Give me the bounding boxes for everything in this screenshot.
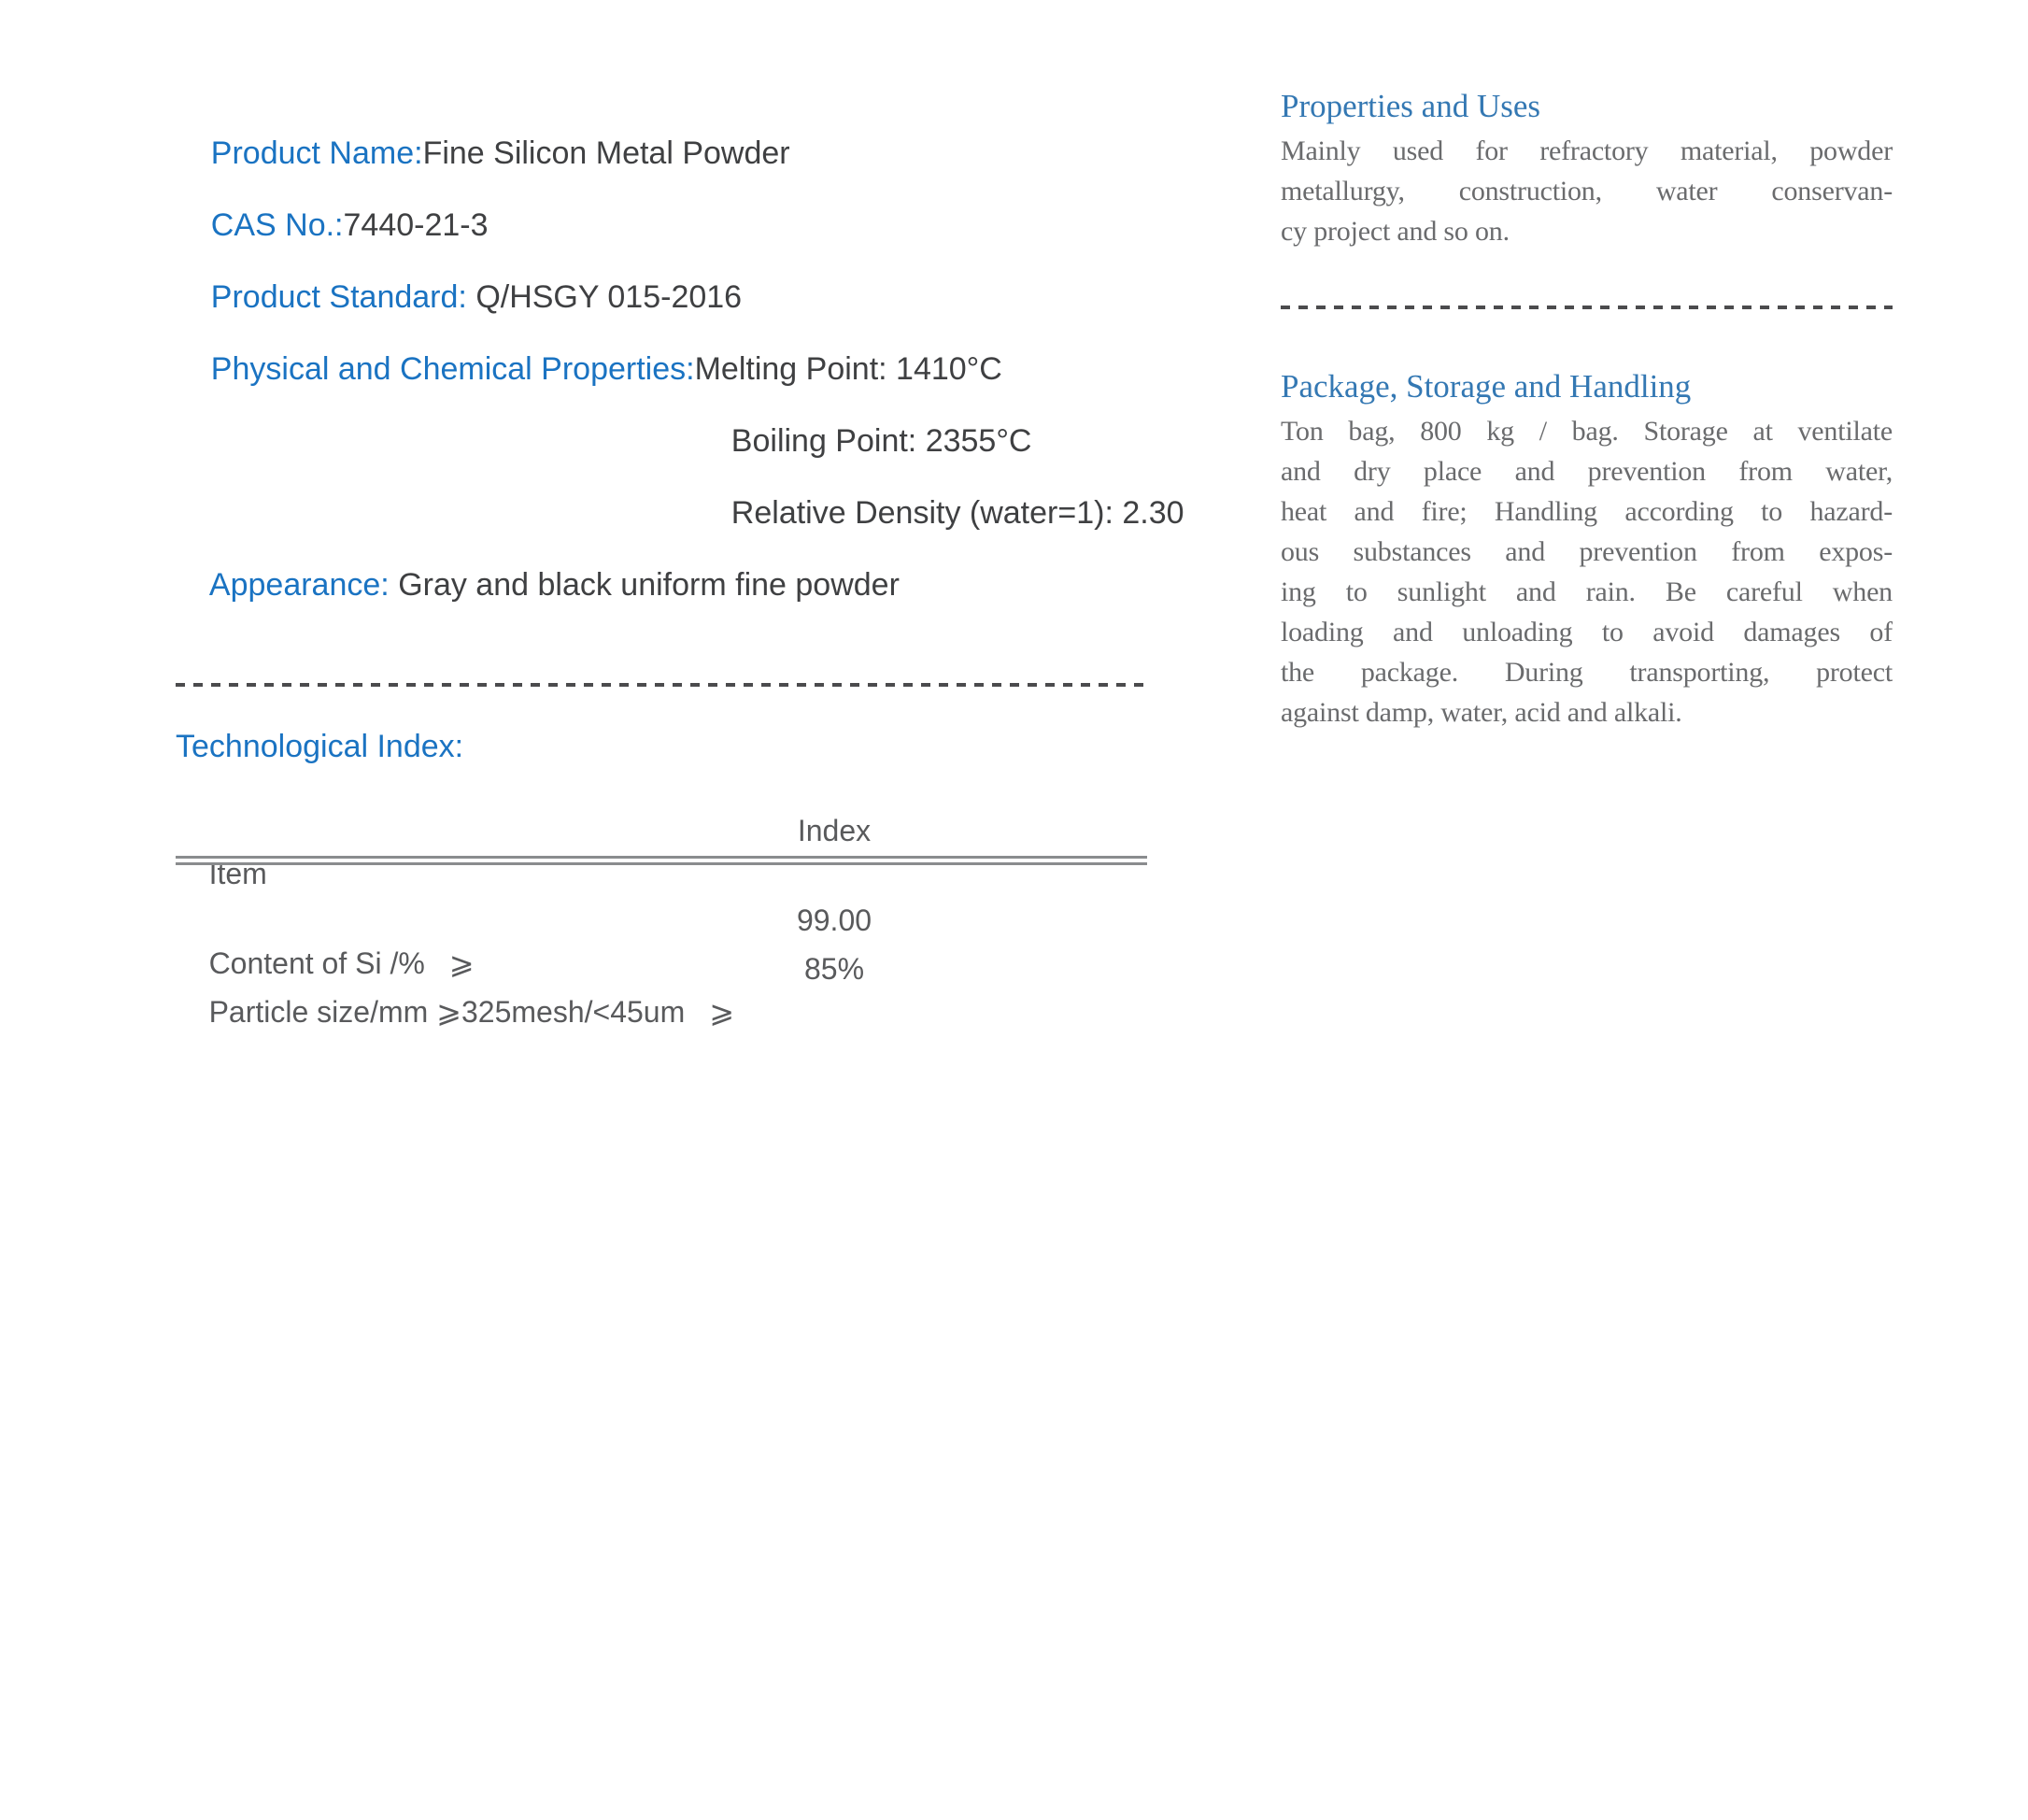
- text-line: ous substances and prevention from expos-: [1281, 536, 1893, 567]
- text-line: Mainly used for refractory material, powder: [1281, 135, 1893, 166]
- paragraph-properties-uses: [1281, 131, 1893, 251]
- property-label: CAS No.:: [210, 207, 344, 243]
- geq-symbol: ⩾: [709, 995, 735, 1029]
- text-line: Ton bag, 800 kg / bag. Storage at ventilate: [1281, 416, 1893, 447]
- item-cell: Content of Si /%: [208, 946, 425, 980]
- property-label: Appearance:: [208, 567, 399, 603]
- index-cell: 99.00: [796, 903, 872, 937]
- text-line: the package. During transporting, protect: [1281, 657, 1893, 688]
- dashed-divider: [176, 683, 1147, 687]
- property-row-appearance: [176, 520, 900, 649]
- text-line: against damp, water, acid and alkali.: [1281, 697, 1682, 728]
- property-value: Boiling Point: 2355°C: [730, 423, 1032, 459]
- property-label: Product Standard:: [210, 279, 476, 315]
- property-value: 7440-21-3: [343, 207, 489, 243]
- section-heading-properties-uses: Properties and Uses: [1281, 88, 1541, 124]
- text-line: cy project and so on.: [1281, 216, 1510, 247]
- section-heading-package-storage: Package, Storage and Handling: [1281, 368, 1692, 405]
- item-cell: Particle size/mm ⩾325mesh/<45um: [208, 995, 686, 1029]
- property-value: Fine Silicon Metal Powder: [422, 135, 790, 171]
- property-value: Melting Point: 1410°C: [694, 351, 1002, 387]
- dashed-divider: [1281, 306, 1893, 309]
- text-line: loading and unloading to avoid damages of: [1281, 617, 1893, 647]
- property-value: Q/HSGY 015-2016: [475, 279, 743, 315]
- text-line: and dry place and prevention from water,: [1281, 456, 1893, 487]
- column-header-index: Index: [797, 814, 872, 847]
- spec-table-header: [176, 809, 1147, 890]
- geq-symbol: ⩾: [448, 946, 475, 980]
- tech-index-heading: Technological Index:: [176, 729, 464, 764]
- text-line: metallurgy, construction, water conservan-: [1281, 176, 1893, 206]
- table-header-double-rule: [176, 856, 1147, 865]
- text-line: ing to sunlight and rain. Be careful when: [1281, 576, 1893, 607]
- paragraph-package-storage: [1281, 411, 1893, 732]
- property-value: Gray and black uniform fine powder: [398, 567, 900, 603]
- property-label: Physical and Chemical Properties:: [210, 351, 695, 387]
- property-label: Product Name:: [210, 135, 423, 171]
- property-value: Relative Density (water=1): 2.30: [730, 495, 1184, 531]
- index-cell: 85%: [803, 952, 865, 986]
- text-line: heat and fire; Handling according to hazard-: [1281, 496, 1893, 527]
- table-row: [176, 947, 1147, 1029]
- column-header-item: Item: [208, 857, 267, 890]
